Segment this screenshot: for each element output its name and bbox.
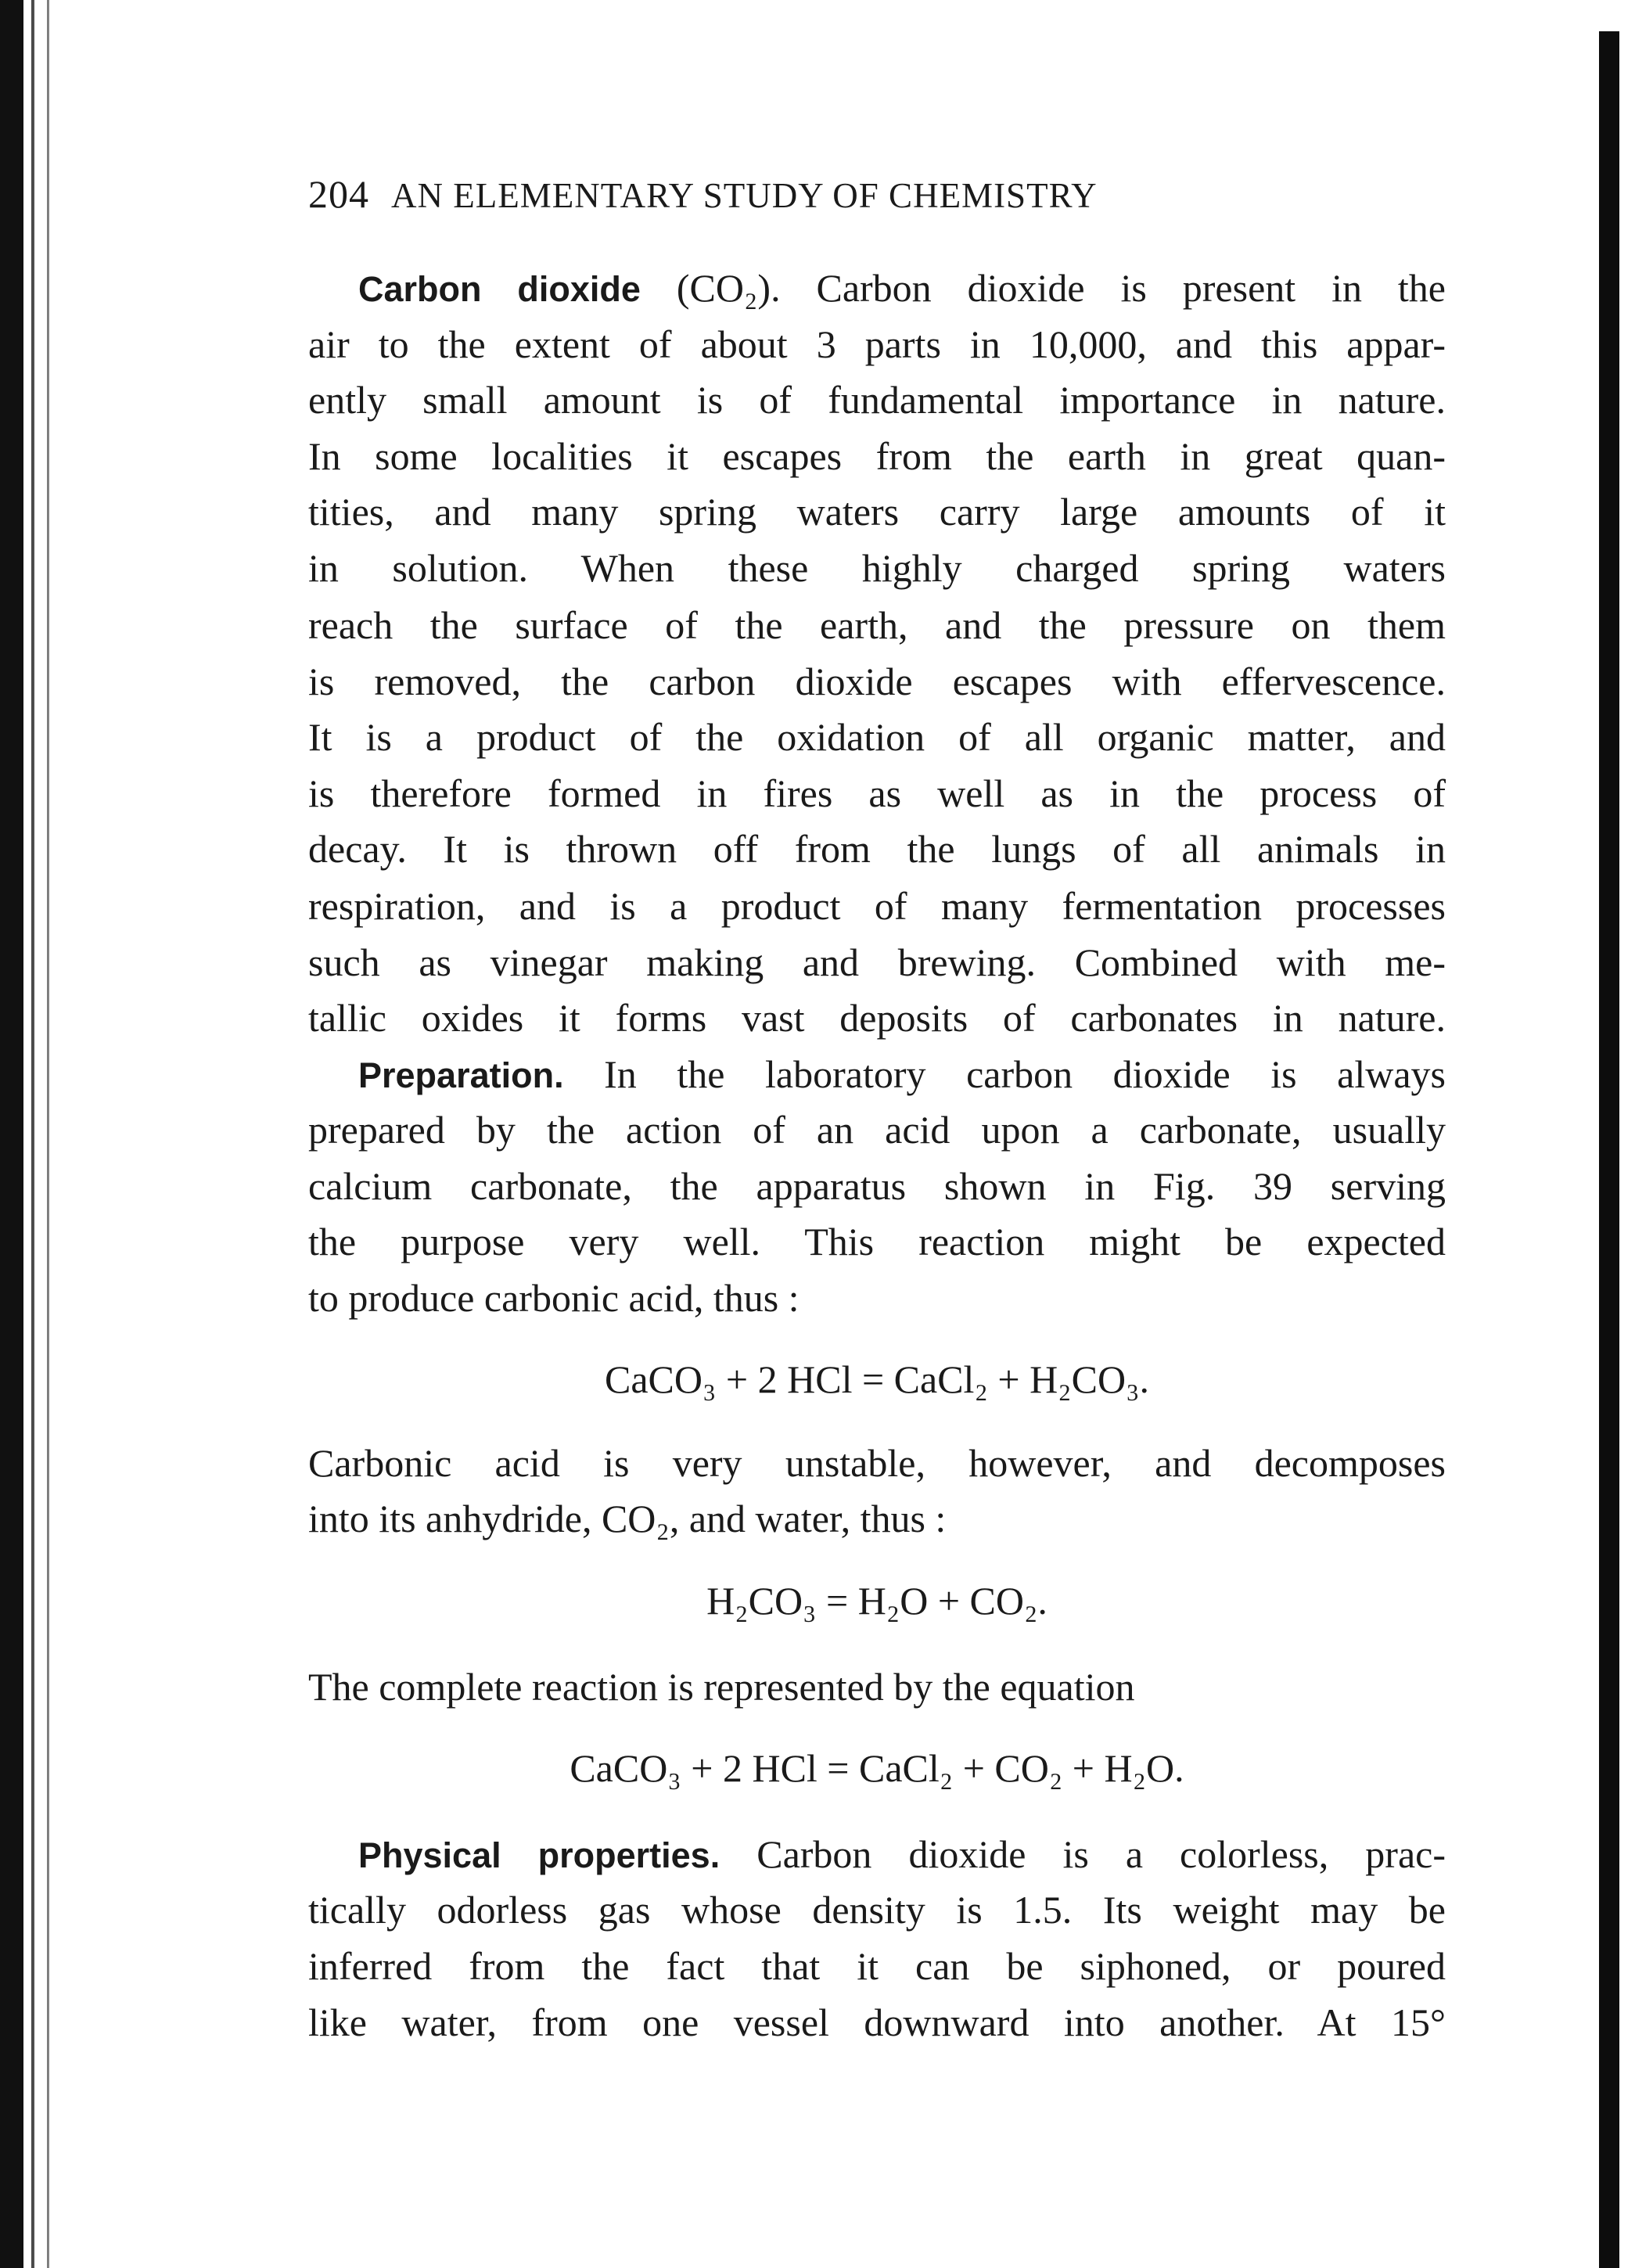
line-text: decay. It is thrown off from the lungs of all animals in — [308, 827, 1446, 871]
text-line — [308, 994, 1446, 1041]
running-title: AN ELEMENTARY STUDY OF CHEMISTRY — [391, 176, 1098, 215]
text-line — [308, 882, 1446, 929]
line-text: prepared by the action of an acid upon a carbonate, usually — [308, 1108, 1446, 1152]
equation — [308, 1356, 1446, 1403]
text-line — [308, 264, 1446, 313]
text-line — [308, 1218, 1446, 1265]
text-line — [308, 1831, 1446, 1879]
book-binding-shadow — [0, 0, 16, 2268]
line-text: In some localities it escapes from the earth in great quan- — [308, 434, 1446, 478]
line-text: is therefore formed in fires as well as in the process of — [308, 771, 1446, 815]
line-text: tically odorless gas whose density is 1.5. Its weight may be — [308, 1888, 1446, 1932]
line-text: into its anhydride, CO₂, and water, thus : — [308, 1497, 947, 1540]
text-line — [308, 658, 1446, 705]
text-line — [308, 376, 1446, 423]
line-text: In the laboratory carbon dioxide is always — [563, 1052, 1446, 1096]
running-header — [308, 171, 1325, 219]
text-line — [308, 545, 1446, 591]
line-text: calcium carbonate, the apparatus shown in Fig. 39 serving — [308, 1164, 1446, 1208]
text-line — [308, 433, 1446, 480]
line-text: in solution. When these highly charged spring waters — [308, 546, 1446, 590]
section-lead-heading: Physical properties. — [358, 1835, 720, 1875]
page-number: 204 — [308, 172, 369, 216]
text-line — [308, 770, 1446, 817]
line-text: CaCO₃ + 2 HCl = CaCl₂ + CO₂ + H₂O. — [570, 1746, 1184, 1790]
line-text: to produce carbonic acid, thus : — [308, 1276, 800, 1320]
text-line — [308, 1886, 1446, 1933]
text-line — [308, 1999, 1446, 2046]
line-text: inferred from the fact that it can be siphoned, or poured — [308, 1944, 1446, 1988]
line-text: CaCO₃ + 2 HCl = CaCl₂ + H₂CO₃. — [604, 1357, 1150, 1401]
text-line — [308, 602, 1446, 649]
line-text: such as vinegar making and brewing. Combined with me- — [308, 940, 1446, 984]
line-text: H₂CO₃ = H₂O + CO₂. — [706, 1579, 1047, 1623]
line-text: respiration, and is a product of many fermentation processes — [308, 884, 1446, 928]
line-text: (CO₂). Carbon dioxide is present in the — [640, 266, 1446, 310]
section-lead-heading: Preparation. — [358, 1055, 564, 1095]
text-line — [308, 1440, 1446, 1486]
equation — [308, 1745, 1446, 1792]
line-text: tities, and many spring waters carry large amounts of it — [308, 490, 1446, 534]
line-text: is removed, the carbon dioxide escapes with effervescence. — [308, 660, 1446, 703]
text-line — [308, 1051, 1446, 1099]
text-line — [308, 713, 1446, 760]
text-line — [308, 1663, 1446, 1710]
page-right-edge — [1599, 31, 1619, 2268]
text-line — [308, 825, 1446, 872]
line-text: air to the extent of about 3 parts in 10,000, and this appar- — [308, 322, 1446, 366]
text-line — [308, 939, 1446, 986]
line-text: tallic oxides it forms vast deposits of carbonates in nature. — [308, 996, 1446, 1040]
text-line — [308, 321, 1446, 368]
line-text: the purpose very well. This reaction might be expected — [308, 1220, 1446, 1263]
text-line — [308, 488, 1446, 535]
section-lead-heading: Carbon dioxide — [358, 269, 641, 309]
equation — [308, 1577, 1446, 1624]
line-text: It is a product of the oxidation of all organic matter, and — [308, 715, 1446, 759]
text-line — [308, 1943, 1446, 1989]
text-line — [308, 1495, 1446, 1542]
line-text: reach the surface of the earth, and the pressure on them — [308, 603, 1446, 647]
line-text: like water, from one vessel downward into another. At 15° — [308, 2000, 1446, 2044]
text-line — [308, 1106, 1446, 1153]
text-line — [308, 1163, 1446, 1209]
text-line — [308, 1274, 1446, 1321]
line-text: Carbonic acid is very unstable, however, and decomposes — [308, 1441, 1446, 1485]
line-text: Carbon dioxide is a colorless, prac- — [720, 1832, 1446, 1876]
line-text: ently small amount is of fundamental importance in nature. — [308, 378, 1446, 422]
line-text: The complete reaction is represented by the equation — [308, 1665, 1135, 1709]
